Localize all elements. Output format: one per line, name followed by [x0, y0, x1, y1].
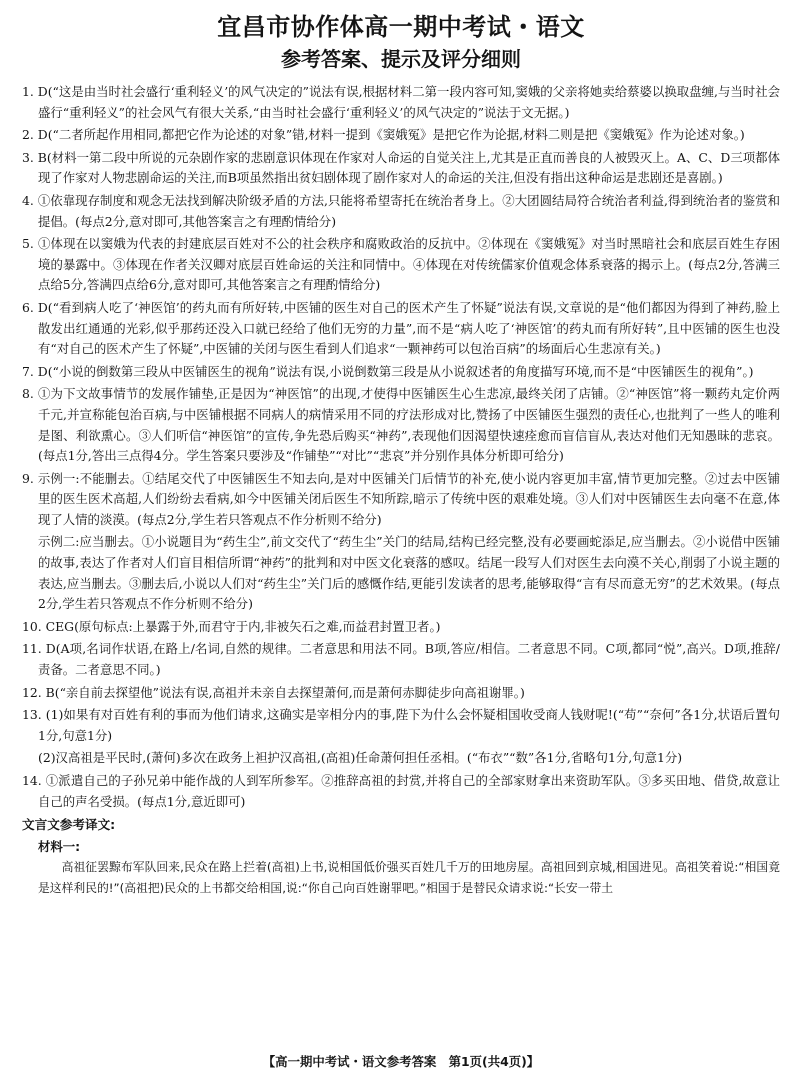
answer-2: 2. D(“二者所起作用相同,都把它作为论述的对象”错,材料一提到《窦娥冤》是把它作为论据,材料二则是把《窦娥冤》作为论述对象。)	[22, 127, 745, 143]
translation-heading: 文言文参考译文:	[22, 817, 116, 833]
answer-9-example-1: 9. 示例一:不能删去。①结尾交代了中医铺医生不知去向,是对中医铺关门后情节的补充,使小说内容更加丰富,情节更加完整。②过去中医铺里的医生医术高超,人们纷纷去看病,如今中医铺关闭后医生不知所踪,暗示了传统中医的艰难处境。③人们对中医铺医生去向毫不在意,体现了人情的淡漠。(每点2分,学生若只答观点不作分析则不给分)	[22, 470, 780, 527]
answer-14: 14. ①派遣自己的子孙兄弟中能作战的人到军所参军。②推辞高祖的封赏,并将自己的全部家财拿出来资助军队。③多买田地、借贷,故意让自己的声名受损。(每点1分,意近即可)	[22, 773, 780, 809]
answer-6: 6. D(“看到病人吃了‘神医馆’的药丸而有所好转,中医铺的医生对自己的医术产生了怀疑”说法有误,文章说的是“他们都因为得到了神药,脸上散发出红通通的光彩,似乎那药还没入口就已经给了他们无穷的力量”,而不是“病人吃了‘神医馆’的药丸而有所好转”,且中医铺的医生也没有“对自己的医术产生了怀疑”,中医铺的关闭与医生看到人们追求“一颗神药可以包治百病”的场面后心生悲凉有关。)	[22, 299, 780, 357]
page-title: 宜昌市协作体高一期中考试・语文	[217, 13, 585, 41]
answer-13-part-1: 13. (1)如果有对百姓有利的事而为他们请求,这确实是宰相分内的事,陛下为什么会怀疑相国收受商人钱财呢!(“苟”“奈何”各1分,状语后置句1分,句意1分)	[22, 707, 780, 743]
answer-8: 8. ①为下文故事情节的发展作铺垫,正是因为“神医馆”的出现,才使得中医铺医生心生悲凉,最终关闭了店铺。②“神医馆”将一颗药丸定价两千元,并宣称能包治百病,与中医铺根据不同病人的病情采用不同的疗法形成对比,赞扬了中医铺医生强烈的责任心,也批判了一些人的唯利是图、利欲熏心。③人们听信“神医馆”的宣传,争先恐后购买“神药”,表现他们因渴望快速痊愈而盲信盲从,表达对他们无知愚昧的悲哀。(每点1分,答出三点得4分。学生答案只要涉及“作铺垫”“对比”“悲哀”并分别作具体分析即可给分)	[22, 386, 780, 464]
answer-10: 10. CEG(原句标点:上暴露于外,而君守于内,非被矢石之难,而益君封置卫者。)	[22, 618, 441, 634]
page-subtitle: 参考答案、提示及评分细则	[281, 47, 521, 71]
answer-12: 12. B(“亲自前去探望他”说法有误,高祖并未亲自去探望萧何,而是萧何赤脚徒步向高祖谢罪。)	[22, 684, 525, 700]
answer-list	[22, 82, 780, 812]
answer-11: 11. D(A项,名词作状语,在路上/名词,自然的规律。二者意思和用法不同。B项,答应/相信。二者意思不同。C项,都同“悦”,高兴。D项,推辞/责备。二者意思不同。)	[22, 641, 780, 678]
answer-7: 7. D(“小说的倒数第三段从中医铺医生的视角”说法有误,小说倒数第三段是从小说叙述者的角度描写环境,而不是“中医铺医生的视角”。)	[22, 363, 754, 379]
material-one-heading: 材料一:	[38, 839, 81, 855]
page-footer: 【高一期中考试・语文参考答案 第1页(共4页)】	[262, 1054, 540, 1069]
answer-1: 1. D(“这是由当时社会盛行‘重利轻义’的风气决定的”说法有误,根据材料二第一段内容可知,窦娥的父亲将她卖给蔡婆以换取盘缠,与当时社会盛行“重利轻义”的社会风气有很大关系,“由当时社会盛行‘重利轻义’的风气决定的”说法于文无据。)	[22, 84, 780, 120]
translation-paragraph: 高祖征罢黥布军队回来,民众在路上拦着(高祖)上书,说相国低价强买百姓几千万的田地房屋。高祖回到京城,相国进见。高祖笑着说:“相国竟是这样利民的!”(高祖把)民众的上书都交给相国,说:“你自己向百姓谢罪吧。”相国于是替民众请求说:“长安一带土	[38, 860, 780, 895]
answer-4: 4. ①依靠现存制度和观念无法找到解决阶级矛盾的方法,只能将希望寄托在统治者身上。②大团圆结局符合统治者利益,得到统治者的鉴赏和提倡。(每点2分,意对即可,其他答案言之有理酌情给分)	[22, 192, 780, 229]
answer-9-example-2: 示例二:应当删去。①小说题目为“药生尘”,前文交代了“药生尘”关门的结局,结构已经完整,没有必要画蛇添足,应当删去。②小说借中医铺的故事,表达了作者对人们盲目相信所谓“神药”的批判和对中医文化衰落的感叹。结尾一段写人们对医生去向漠不关心,削弱了小说主题的表达,应当删去。③删去后,小说以人们对“药生尘”关门后的感慨作结,更能引发读者的思考,能够取得“言有尽而意无穷”的艺术效果。(每点2分,学生若只答观点不作分析则不给分)	[38, 534, 780, 612]
answer-5: 5. ①体现在以窦娥为代表的封建底层百姓对不公的社会秩序和腐败政治的反抗中。②体现在《窦娥冤》对当时黑暗社会和底层百姓生存困境的暴露中。③体现在作者关汉卿对底层百姓命运的关注和同情中。④体现在对传统儒家价值观念体系衰落的揭示上。(每点2分,答满三点给5分,答满四点给6分,意对即可,其他答案言之有理酌情给分)	[22, 236, 780, 293]
answer-13-part-2: (2)汉高祖是平民时,(萧何)多次在政务上袒护汉高祖,(高祖)任命萧何担任丞相。(“布衣”“数”各1分,省略句1分,句意1分)	[38, 750, 683, 766]
answer-3: 3. B(材料一第二段中所说的元杂剧作家的悲剧意识体现在作家对人命运的自觉关注上,尤其是正直而善良的人被毁灭上。A、C、D三项都体现了作家对人物悲剧命运的关注,而B项虽然指出贫妇剧体现了剧作家对人的命运的关注,但没有指出这种命运是悲剧还是喜剧。)	[22, 149, 780, 186]
